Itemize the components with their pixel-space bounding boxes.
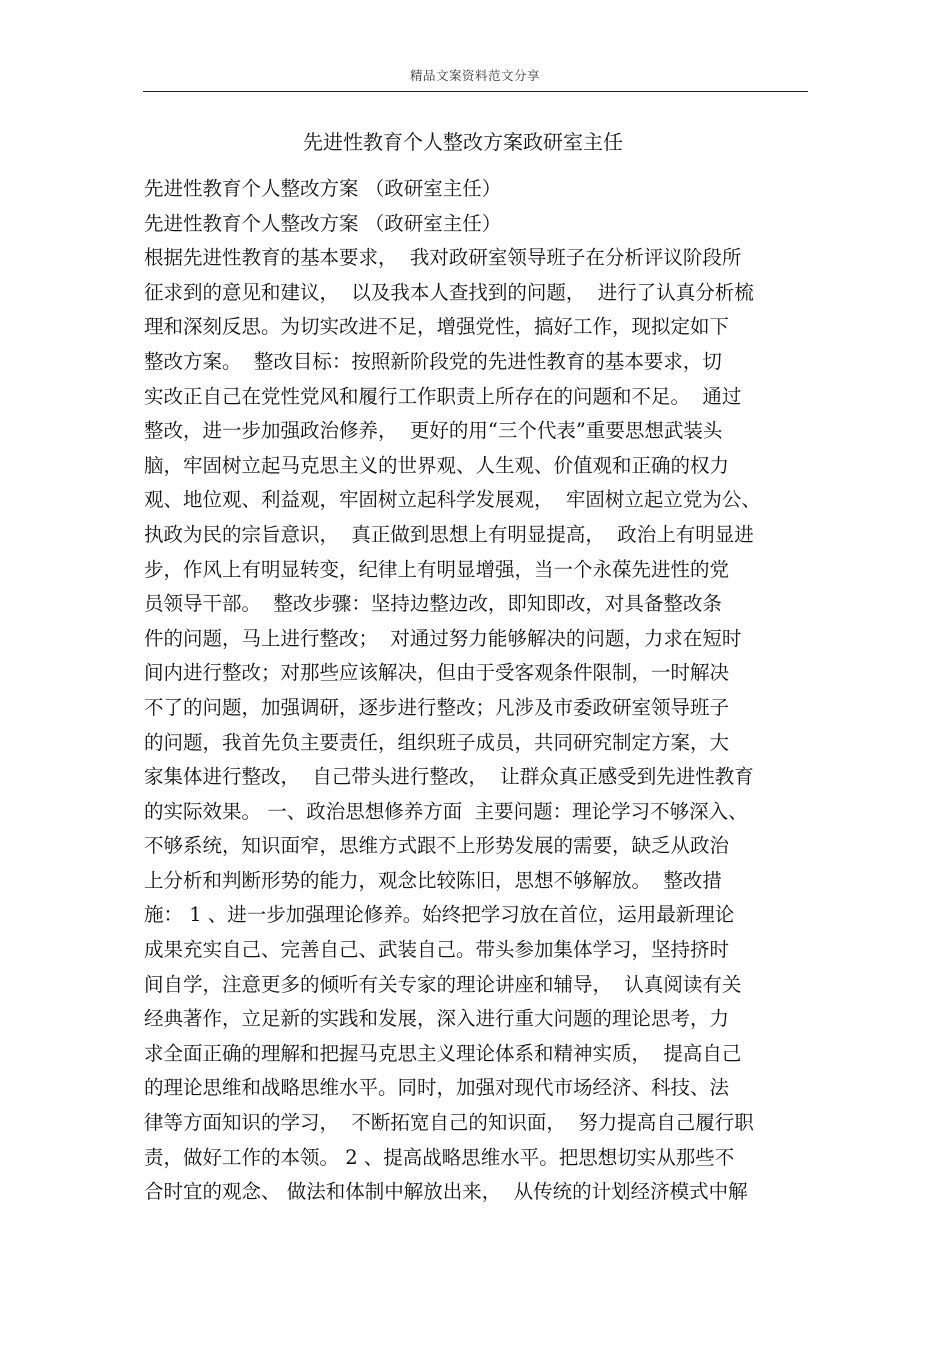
body-line: 责，做好工作的本领。 2 、提高战略思维水平。把思想切实从那些不 [144,1145,735,1169]
body-line: 求全面正确的理解和把握马克思主义理论体系和精神实质， 提高自己 [144,1041,742,1065]
header-divider [143,91,808,92]
body-line: 家集体进行整改， 自己带头进行整改， 让群众真正感受到先进性教育 [144,765,754,789]
body-line: 件的问题，马上进行整改； 对通过努力能够解决的问题，力求在短时 [144,626,742,650]
body-line: 的理论思维和战略思维水平。同时，加强对现代市场经济、科技、法 [144,1076,730,1100]
body-line: 成果充实自己、完善自己、武装自己。带头参加集体学习，坚持挤时 [144,938,730,962]
body-line: 整改方案。 整改目标：按照新阶段党的先进性教育的基本要求，切 [144,349,722,373]
body-line: 整改，进一步加强政治修养， 更好的用“三个代表”重要思想武装头 [144,419,723,443]
body-line: 施： 1 、进一步加强理论修养。始终把学习放在首位，运用最新理论 [144,903,735,927]
body-line: 理和深刻反思。为切实改进不足，增强党性，搞好工作，现拟定如下 [144,315,730,339]
body-line: 观、地位观、利益观，牢固树立起科学发展观， 牢固树立起立党为公、 [144,488,761,512]
body-line: 间内进行整改；对那些应该解决，但由于受客观条件限制，一时解决 [144,661,730,685]
body-line: 先进性教育个人整改方案 （政研室主任） [144,211,502,235]
body-line: 间自学，注意更多的倾听有关专家的理论讲座和辅导， 认真阅读有关 [144,972,742,996]
body-line: 脑，牢固树立起马克思主义的世界观、人生观、价值观和正确的权力 [144,453,730,477]
page-header-text: 精品文案资料范文分享 [409,68,540,83]
body-line: 的实际效果。 一、政治思想修养方面 主要问题：理论学习不够深入、 [144,799,748,823]
body-line: 上分析和判断形势的能力，观念比较陈旧，思想不够解放。 整改措 [144,868,722,892]
body-line: 实改正自己在党性党风和履行工作职责上所存在的问题和不足。 通过 [144,384,742,408]
body-line: 不了的问题，加强调研，逐步进行整改；凡涉及市委政研室领导班子 [144,695,730,719]
document-body [144,172,808,1210]
body-line: 不够系统，知识面窄，思维方式跟不上形势发展的需要，缺乏从政治 [144,834,730,858]
document-title: 先进性教育个人整改方案政研室主任 [303,130,623,154]
body-line: 先进性教育个人整改方案 （政研室主任） [144,177,502,200]
body-line: 步，作风上有明显转变，纪律上有明显增强，当一个永葆先进性的党 [144,557,730,581]
body-line: 执政为民的宗旨意识， 真正做到思想上有明显提高， 政治上有明显进 [144,522,754,546]
body-line: 合时宜的观念、 做法和体制中解放出来， 从传统的计划经济模式中解 [144,1180,748,1204]
body-line: 的问题，我首先负主要责任，组织班子成员，共同研究制定方案，大 [144,730,730,754]
body-line: 根据先进性教育的基本要求， 我对政研室领导班子在分析评议阶段所 [144,246,742,270]
body-line: 律等方面知识的学习， 不断拓宽自己的知识面， 努力提高自己履行职 [144,1111,754,1135]
body-line: 征求到的意见和建议， 以及我本人查找到的问题， 进行了认真分析梳 [144,280,754,304]
body-line: 经典著作，立足新的实践和发展，深入进行重大问题的理论思考，力 [144,1007,730,1031]
body-line: 员领导干部。 整改步骤：坚持边整边改，即知即改，对具备整改条 [144,592,722,616]
